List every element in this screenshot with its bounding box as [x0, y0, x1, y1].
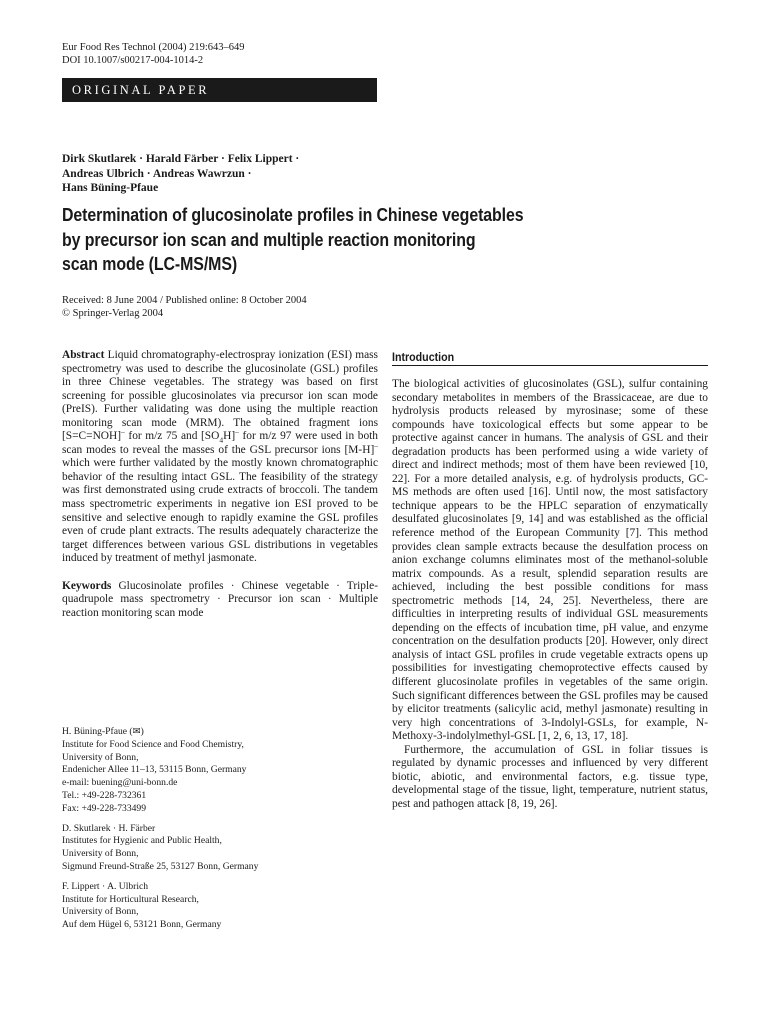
superscript: –	[235, 427, 239, 437]
keywords	[62, 580, 378, 621]
subscript: 4	[219, 435, 224, 445]
author-list	[62, 152, 299, 196]
superscript: –	[121, 427, 125, 437]
address-line: F. Lippert · A. Ulbrich	[62, 880, 149, 892]
address-line: Sigmund Freund-Straße 25, 53127 Bonn, Germany	[62, 860, 259, 872]
abstract-text: for m/z 97 were used in both scan modes to reveal the masses of the GSL precursor ions [M-H]	[62, 430, 378, 456]
email-line: e-mail: buening@uni-bonn.de	[62, 777, 178, 789]
title-line: scan mode (LC-MS/MS)	[62, 253, 238, 274]
keywords-text: Glucosinolate profiles · Chinese vegetable · Triple-quadrupole mass spectrometry · Precursor ion scan · Multiple reaction monitoring scan mode	[62, 579, 378, 619]
publication-dates	[62, 295, 307, 320]
author-line: Andreas Ulbrich · Andreas Wawrzun ·	[62, 167, 252, 180]
address-line: Institute for Horticultural Research,	[62, 893, 199, 905]
phone-line: Tel.: +49-228-732361	[62, 789, 147, 801]
abstract	[62, 349, 378, 566]
address-line: H. Büning-Pfaue (✉)	[62, 726, 144, 737]
abstract-text: for m/z 75 and [SO	[124, 430, 220, 443]
right-column	[392, 349, 708, 812]
article-type-banner: ORIGINAL PAPER	[62, 78, 377, 102]
address-line: Institutes for Hygienic and Public Health,	[62, 835, 222, 847]
address-line: University of Bonn,	[62, 906, 139, 918]
superscript: –	[374, 441, 378, 451]
address-line: D. Skutlarek · H. Färber	[62, 822, 156, 834]
received-date: Received: 8 June 2004 / Published online: 8 October 2004	[62, 295, 307, 306]
address-block	[62, 726, 378, 816]
section-rule	[392, 365, 708, 366]
fax-line: Fax: +49-228-733499	[62, 802, 147, 814]
author-line: Hans Büning-Pfaue	[62, 182, 159, 194]
address-line: University of Bonn,	[62, 751, 139, 763]
copyright: © Springer-Verlag 2004	[62, 307, 164, 319]
intro-paragraph: The biological activities of glucosinolates (GSL), sulfur containing secondary metabolites in members of the Brassicaceae, are due to hydrolysis products released by myrosinase; some of these compounds have toxicological effects but some appear to be protective against cancer in humans. The analysis of GSL and their degradation products has been performed using a wide variety of direct and indirect methods; most of them have been reviewed [10, 22]. For a more detailed analysis, e.g. of hydrolysis products, GC-MS methods are often used [16]. Until now, the most satisfactory technique appears to be the HPLC separation of enzymatically desulfated glucosinolates [9, 14] and was established as the official reference method of the European Community [7]. This method provides clean sample extracts because the desulfation process on anion exchange columns eliminates most of the methanol-soluble matrix compounds. As a result, splendid separation results are achieved, including the best possible conditions for mass spectrometric methods [14, 24, 25]. Nevertheless, there are difficulties in interpreting results of individual GSL measurements depending on the effects of incubation time, pH value, and enzyme concentration on the desulfation products [20]. However, only direct analysis of intact GSL profiles in crude vegetable extracts opens up possibilities for investigating chemoprotective effects caused by different glucosinolate profiles in vegetables of the same origin. Such significant differences between the GSL profiles may be caused by elicitor treatments (salicylic acid, methyl jasmonate) resulting in very high concentrations of 3-Indolyl-GSLs, for example, N-Methoxy-3-indolylmethyl-GSL [1, 2, 6, 13, 17, 18].	[392, 378, 708, 743]
paper-title	[62, 203, 595, 277]
doi: DOI 10.1007/s00217-004-1014-2	[62, 55, 204, 66]
address-block	[62, 881, 378, 932]
abstract-text: H]	[223, 430, 236, 443]
title-line: by precursor ion scan and multiple reaction monitoring	[62, 228, 476, 250]
journal-citation: Eur Food Res Technol (2004) 219:643–649	[62, 42, 245, 53]
address-line: Institute for Food Science and Food Chemistry,	[62, 738, 244, 750]
address-block	[62, 823, 378, 874]
journal-header	[62, 41, 245, 67]
address-line: Auf dem Hügel 6, 53121 Bonn, Germany	[62, 919, 222, 931]
intro-paragraph: Furthermore, the accumulation of GSL in foliar tissues is regulated by dynamic processes and influenced by very different biotic, abiotic, and environmental factors, e.g. tissue type, developmental stage of the tissue, light, temperature, nutrient status, pest and pathogen attack [8, 19, 26].	[392, 743, 708, 810]
author-line: Dirk Skutlarek · Harald Färber · Felix Lippert ·	[62, 153, 300, 165]
address-line: University of Bonn,	[62, 848, 139, 860]
author-addresses	[62, 726, 378, 939]
abstract-text: which were further validated by the mostly known chromatographic behavior of the resulting intact GSL. The feasibility of the strategy was first demonstrated using crude extracts of broccoli. The tandem mass spectrometric experiments in negative ion ESI proved to be sensitive and selective enough to rapidly examine the GSL profiles even of crude plant extracts. The results adequately characterize the target differences between various GSL distributions in vegetables induced by treatment of methyl jasmonate.	[62, 457, 378, 565]
section-heading: Introduction	[392, 350, 455, 364]
abstract-label: Abstract	[62, 349, 105, 361]
address-line: Endenicher Allee 11–13, 53115 Bonn, Germany	[62, 764, 247, 776]
left-column	[62, 349, 378, 620]
abstract-text: Liquid chromatography-electrospray ionization (ESI) mass spectrometry was used to describe the glucosinolate (GSL) profiles in three Chinese vegetables. The strategy was based on first screening for possible glucosinolates via precursor ion scan mode (PreIS). Further validating was done using the multiple reaction monitoring scan mode (MRM). The obtained fragment ions [S=C=NOH]	[62, 349, 378, 443]
keywords-label: Keywords	[62, 579, 112, 592]
title-line: Determination of glucosinolate profiles in Chinese vegetables	[62, 204, 524, 225]
